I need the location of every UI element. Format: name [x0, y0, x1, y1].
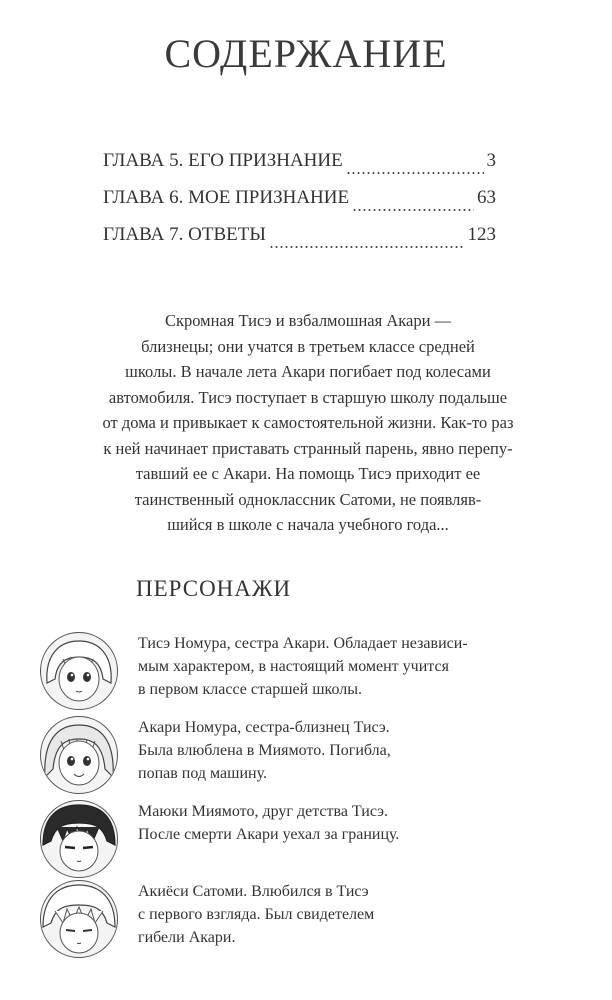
character-line: Тисэ Номура, сестра Акари. Обладает независи-	[138, 635, 468, 652]
character-entry-mayuki	[40, 800, 560, 880]
girl-portrait-icon	[40, 632, 118, 710]
summary-line: таинственный одноклассник Сатоми, не появляв-	[134, 489, 482, 509]
character-line: попав под машину.	[138, 765, 267, 782]
summary-line: школы. В начале лета Акари погибает под колесами	[125, 362, 491, 381]
summary-line: к ней начинает приставать странный парень, явно перепу-	[103, 438, 513, 458]
character-line: Акиёси Сатоми. Влюбился в Тисэ	[138, 883, 369, 900]
characters-heading: ПЕРСОНАЖИ	[136, 576, 292, 601]
character-entry-tise	[40, 632, 560, 712]
character-line: в первом классе старшей школы.	[138, 681, 363, 698]
girl-portrait-icon	[40, 716, 118, 794]
story-summary	[88, 308, 528, 538]
character-line: гибели Акари.	[138, 929, 236, 946]
boy-portrait-icon	[40, 880, 118, 958]
toc-entry-chapter-6[interactable]	[103, 187, 496, 224]
toc-entry-title: ГЛАВА 5. ЕГО ПРИЗНАНИЕ	[103, 150, 343, 171]
character-line: с первого взгляда. Был свидетелем	[138, 906, 375, 923]
character-entry-akari	[40, 716, 560, 796]
toc-entry-page: 123	[467, 224, 496, 245]
toc-entry-title: ГЛАВА 7. ОТВЕТЫ	[103, 224, 266, 245]
character-entry-akiyoshi	[40, 880, 560, 960]
toc-leader-dots	[269, 246, 465, 248]
character-line: Маюки Миямото, друг детства Тисэ.	[138, 803, 389, 820]
toc-entry-page: 63	[477, 187, 496, 208]
character-description	[138, 880, 518, 949]
toc-entry-title: ГЛАВА 6. МОЕ ПРИЗНАНИЕ	[103, 187, 350, 208]
character-description	[138, 716, 518, 785]
toc-entry-page: 3	[486, 150, 496, 171]
character-line: Была влюблена в Миямото. Погибла,	[138, 742, 391, 759]
toc-entry-chapter-7[interactable]	[103, 224, 496, 261]
character-description	[138, 800, 518, 846]
character-description	[138, 632, 518, 701]
toc-leader-dots	[352, 209, 474, 211]
summary-line: автомобиля. Тисэ поступает в старшую школу подальше	[108, 387, 508, 407]
boy-portrait-icon	[40, 800, 118, 878]
summary-line: от дома и привыкает к самостоятельной жизни. Как-то раз	[102, 413, 514, 432]
toc-leader-dots	[346, 172, 484, 174]
page-title: СОДЕРЖАНИЕ	[164, 31, 448, 76]
character-line: После смерти Акари уехал за границу.	[138, 826, 400, 843]
summary-line: Скромная Тисэ и взбалмошная Акари —	[164, 311, 452, 330]
toc-entry-chapter-5[interactable]	[103, 150, 496, 187]
summary-line: тавший ее с Акари. На помощь Тисэ приходит ее	[135, 464, 481, 483]
summary-line: близнецы; они учатся в третьем классе средней	[141, 336, 475, 356]
table-of-contents	[103, 150, 496, 261]
character-line: Акари Номура, сестра-близнец Тисэ.	[138, 719, 390, 736]
summary-line: шийся в школе с начала учебного года...	[167, 515, 449, 534]
character-line: мым характером, в настоящий момент учится	[138, 658, 449, 675]
